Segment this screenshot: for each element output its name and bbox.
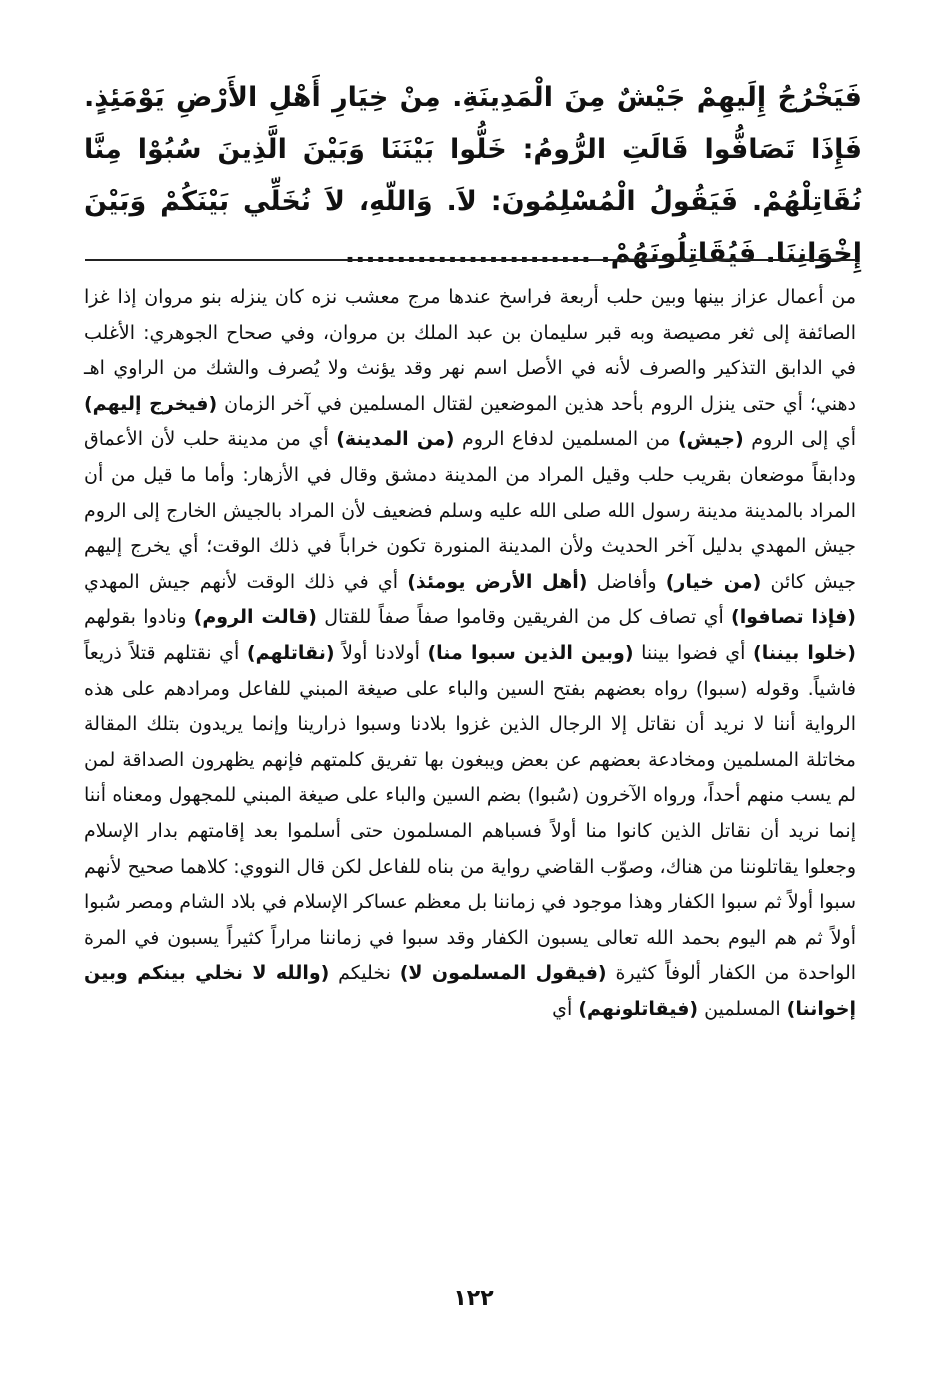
commentary-segment: أي bbox=[552, 997, 579, 1020]
commentary-segment: المسلمين bbox=[698, 997, 787, 1020]
page-number: ١٢٢ bbox=[453, 1286, 494, 1311]
commentary-segment: من المسلمين لدفاع الروم bbox=[454, 428, 678, 451]
hadith-text-block bbox=[84, 72, 862, 280]
hadith-text: فَيَخْرُجُ إِلَيهِمْ جَيْشٌ مِنَ الْمَدِينَةِ. مِنْ خِيَارِ أَهْلِ الأَرْضِ يَوْمَئِذٍ. فَإِذَا تَصَافُّوا قَالَتِ الرُّومُ: خَلُّوا بَيْنَنَا وَبَيْنَ الَّذِينَ سُبُوْا مِنَّا نُقَاتِلْهُمْ. فَيَقُولُ الْمُسْلِمُونَ: لاَ. وَاللّهِ، لاَ نُخَلِّي بَيْنَكُمْ وَبَيْنَ إِخْوَانِنَا. فَيُقَاتِلُونَهُمْ. ........................ bbox=[84, 82, 862, 269]
commentary-segment: أي إلى الروم bbox=[743, 428, 856, 451]
quoted-phrase: (وبين الذين سبوا منا) bbox=[427, 641, 634, 664]
quoted-phrase: (فيقول المسلمون لا) bbox=[399, 962, 607, 985]
commentary-block bbox=[84, 280, 856, 1027]
quoted-phrase: (جيش) bbox=[677, 428, 744, 451]
quoted-phrase: (قالت الروم) bbox=[193, 606, 317, 629]
quoted-phrase: (فيقاتلونهم) bbox=[578, 997, 699, 1020]
commentary-segment: أي نقتلهم قتلاً ذريعاً فاشياً. وقوله (سبوا) رواه بعضهم بفتح السين والباء على صيغة المبني للفاعل ومرادهم على هذه الرواية أننا لا نريد أن نقاتل إلا الرجال الذين غزوا بلادنا وسبوا ذرارينا وإنما يريدون بتلك المقالة مخاتلة المسلمين ومخادعة بعضهم عن بعض ويبغون بها تفريق كلمتهم فإنهم يظهرون الصداقة لمن لم يسب منهم أحداً، ورواه الآخرون (سُبوا) بضم السين والباء على صيغة المبني للمجهول ومعناه أننا إنما نريد أن نقاتل الذين كانوا منا أولاً فسباهم المسلمون حتى أسلموا بعد إقامتهم بدار الإسلام وجعلوا يقاتلوننا من هناك، وصوّب القاضي رواية من بناه للفاعل لكن قال النووي: كلاهما صحيح لأنهم سبوا أولاً ثم سبوا الكفار وهذا موجود في زماننا بل معظم عساكر الإسلام في بلاد الشام ومصر سُبوا أولاً ثم هم اليوم بحمد الله تعالى يسبون الكفار وقد سبوا في زماننا مراراً كثيراً يسبون في المرة الواحدة من الكفار ألوفاً كثيرة bbox=[84, 641, 857, 985]
commentary-paragraph bbox=[84, 280, 856, 1027]
quoted-phrase: (فإذا تصافوا) bbox=[731, 606, 856, 629]
commentary-segment: أي تصاف كل من الفريقين وقاموا صفاً صفاً للقتال bbox=[316, 606, 732, 629]
commentary-segment: أي في ذلك الوقت لأنهم جيش المهدي bbox=[84, 570, 408, 593]
quoted-phrase: (أهل الأرض يومئذ) bbox=[407, 570, 588, 593]
commentary-segment: أولادنا أولاً bbox=[334, 641, 428, 664]
commentary-segment: أي فضوا بيننا bbox=[633, 641, 754, 664]
quoted-phrase: (خلوا بيننا) bbox=[753, 641, 856, 664]
commentary-segment: نخليكم bbox=[329, 962, 400, 985]
commentary-segment: ونادوا بقولهم bbox=[84, 606, 194, 629]
commentary-segment: وأفاضل bbox=[587, 570, 666, 593]
quoted-phrase: (من خيار) bbox=[665, 570, 762, 593]
quoted-phrase: (نقاتلهم) bbox=[246, 641, 335, 664]
quoted-phrase: (والله لا نخلي بينكم وبين إخواننا) bbox=[84, 962, 856, 1020]
quoted-phrase: (من المدينة) bbox=[336, 428, 455, 451]
footnote-separator bbox=[85, 259, 856, 261]
quoted-phrase: (فيخرج إليهم) bbox=[84, 392, 218, 415]
commentary-segment: من أعمال عزاز بينها وبين حلب أربعة فراسخ عندها مرج معشب نزه كان ينزله بنو مروان إذا غزا الصائفة إلى ثغر مصيصة وبه قبر سليمان بن عبد الملك بن مروان، وفي صحاح الجوهري: الأغلب في الدابق التذكير والصرف لأنه في الأصل اسم نهر وقد يؤنث ولا يُصرف والشك من الراوي اهـ دهني؛ أي حتى ينزل الروم بأحد هذين الموضعين لقتال المسلمين في آخر الزمان bbox=[84, 286, 856, 415]
commentary-segment: أي من مدينة حلب لأن الأعماق ودابقاً موضعان بقريب حلب وقيل المراد من المدينة دمشق وقال في الأزهار: وأما ما قيل من أن المراد بالمدينة مدينة رسول الله صلى الله عليه وسلم فضعيف لأن المراد بالجيش الخارج إلى الروم جيش المهدي بدليل آخر الحديث ولأن المدينة المنورة تكون خراباً في ذلك الوقت؛ أي يخرج إليهم جيش كائن bbox=[84, 428, 856, 593]
